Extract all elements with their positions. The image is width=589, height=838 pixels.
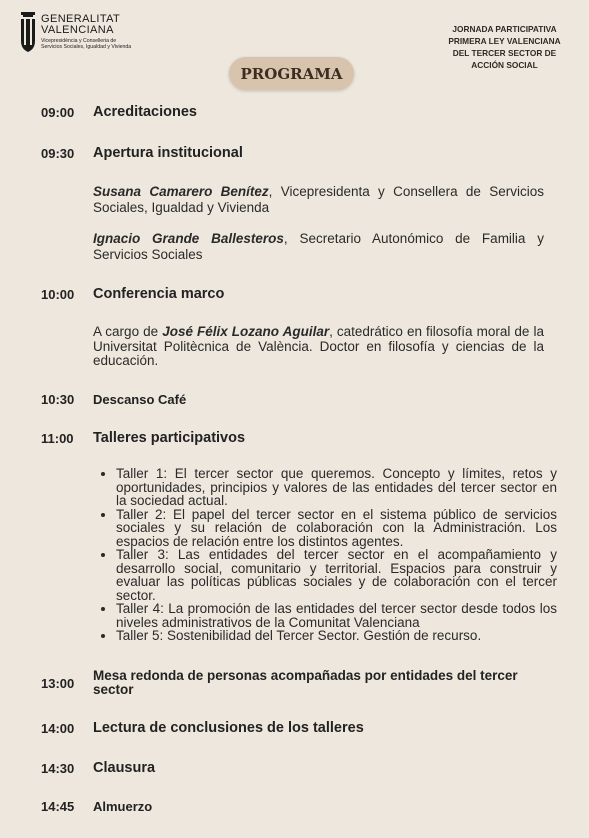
generalitat-emblem-icon [19,11,37,53]
agenda-time: 14:00 [41,721,75,736]
agenda-time: 11:00 [41,431,74,446]
taller-item: • Taller 4: La promoción de las entidades del tercer sector desde todos los niveles administrativos de la Comunitat Valenciana [116,602,557,629]
taller-item: • Taller 2: El papel del tercer sector en el sistema público de servicios sociales y su relación de colaboración con la Administración. Los espacios de relación entre los distintos agentes. [116,508,557,549]
conferencia-description [93,325,544,369]
agenda-time: 10:30 [41,392,75,407]
speaker-name: Susana Camarero Benítez [93,184,269,199]
speaker-paragraph [93,184,544,216]
agenda-time: 13:00 [41,676,75,691]
logo-line-generalitat: GENERALITAT [41,13,121,25]
jornada-line: PRIMERA LEY VALENCIANA [448,36,561,46]
agenda-time: 14:30 [41,761,75,776]
agenda-time: 14:45 [41,799,75,814]
speaker-paragraph [93,231,544,263]
agenda-title: Talleres participativos [93,430,246,446]
agenda-title: Mesa redonda de personas acompañadas por entidades del tercer sector [93,668,518,697]
taller-item: • Taller 1: El tercer sector que queremos. Concepto y límites, retos y oportunidades, principios y valores de las entidades del tercer sector en la sociedad actual. [116,467,557,508]
jornada-title [437,23,572,71]
conferencia-prefix: A cargo de [93,324,163,339]
logo-subtitle-line: Vicepresidència y Conselleria de [41,38,117,44]
agenda-title: Apertura institucional [93,145,243,161]
agenda-time: 09:30 [41,146,75,161]
agenda-title: Lectura de conclusiones de los talleres [93,720,364,736]
generalitat-logo [19,11,131,53]
agenda-title: Acreditaciones [93,104,197,120]
agenda-title: Descanso Café [93,392,187,407]
talleres-list [104,467,557,643]
programa-badge: PROGRAMA [229,57,354,90]
jornada-line: DEL TERCER SECTOR DE [452,48,557,58]
agenda-title: Clausura [93,760,156,776]
agenda-time: 09:00 [41,105,75,120]
agenda-time: 10:00 [41,287,75,302]
speaker-role: , Secretario Autonómico de Familia y Servicios Sociales [93,231,544,262]
taller-item: • Taller 5: Sostenibilidad del Tercer Sector. Gestión de recurso. [116,629,557,643]
conferencia-rest: , catedrático en filosofía moral de la Universitat Politècnica de València. Doctor en filosofía y ciencias de la educación. [93,324,544,368]
jornada-line: ACCIÓN SOCIAL [471,60,538,70]
logo-subtitle [41,38,131,51]
logo-subtitle-line: Servicios Sociales, Igualdad y Vivienda [41,44,132,51]
agenda-title: Conferencia marco [93,286,225,302]
logo-line-valenciana: VALENCIANA [41,24,114,36]
taller-item: • Taller 3: Las entidades del tercer sector en el acompañamiento y desarrollo social, comunitario y territorial. Espacios para construir y evaluar las políticas públicas sociales y de colaboración con el tercer sector. [116,548,557,602]
agenda-title: Almuerzo [93,799,153,814]
speaker-name: Ignacio Grande Ballesteros [93,231,284,246]
speaker-role: , Vicepresidenta y Consellera de Servicios Sociales, Igualdad y Vivienda [93,184,544,215]
speaker-name: José Félix Lozano Aguilar [162,324,330,339]
page-header [0,0,589,95]
jornada-line: JORNADA PARTICIPATIVA [452,24,557,34]
